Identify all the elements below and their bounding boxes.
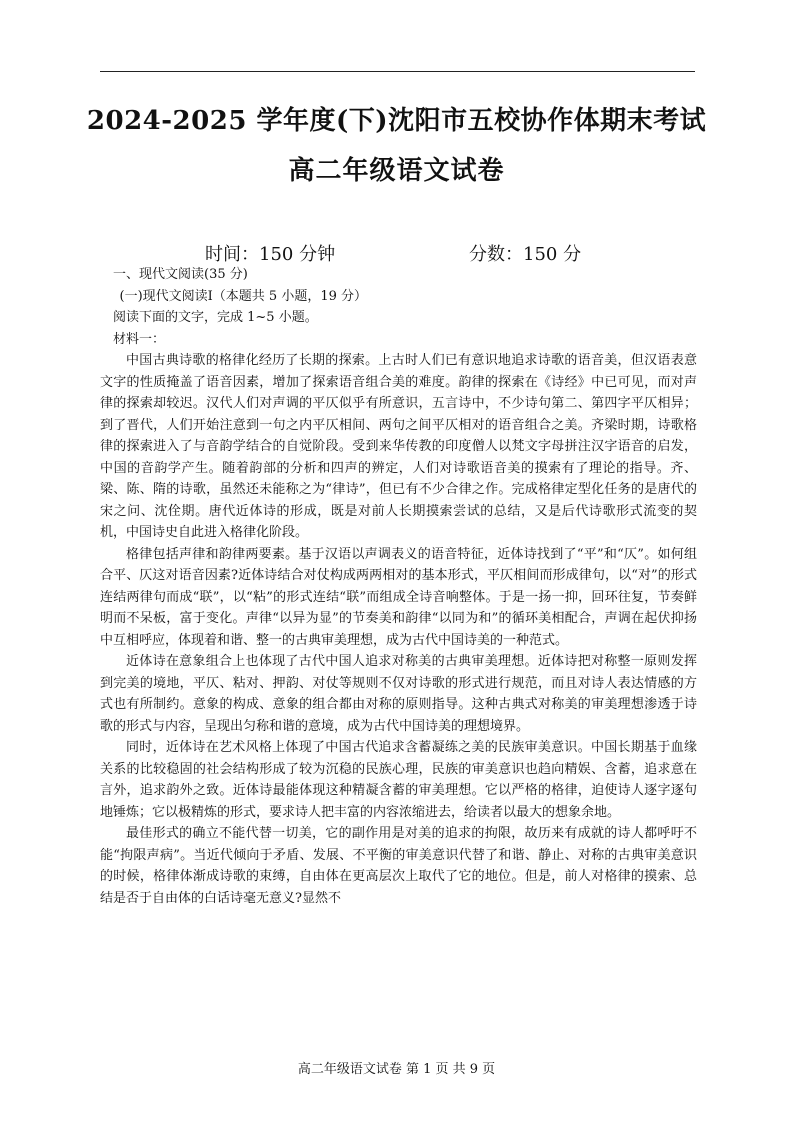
paper-title: 高二年级语文试卷	[288, 156, 505, 186]
exam-time: 时间：150 分钟	[205, 244, 336, 265]
section-heading: 一、现代文阅读(35 分)	[113, 267, 248, 282]
paragraph-5: 最佳形式的确立不能代替一切美，它的副作用是对美的追求的拘限，故历来有成就的诗人都呼吁不能“拘限声病”。当近代倾向于矛盾、发展、不平衡的审美意识代替了和谐、静止、对称的古典审美意识的时候，格律体渐成诗歌的束缚，自由体在更高层次上取代了它的地位。但是，前人对格律的摸索、总结是否于自由体的白话诗毫无意义?显然不	[100, 826, 697, 906]
section-subheading: (一)现代文阅读Ⅰ（本题共 5 小题，19 分）	[119, 288, 367, 304]
exam-title: 2024-2025 学年度(下)沈阳市五校协作体期末考试	[86, 106, 707, 136]
material-label: 材料一：	[113, 331, 166, 347]
page-footer: 高二年级语文试卷 第 1 页 共 9 页	[297, 1062, 496, 1077]
exam-score: 分数：150 分	[469, 244, 582, 265]
paragraph-1: 中国古典诗歌的格律化经历了长期的探索。上古时人们已有意识地追求诗歌的语音美，但汉语表意文字的性质掩盖了语音因素，增加了探索语音组合美的难度。韵律的探索在《诗经》中已可见，而对声律的探索却较迟。汉代人们对声调的平仄似乎有所意识，五言诗中，不少诗句第二、第四字平仄相异；到了晋代，人们开始注意到一句之内平仄相间、两句之间平仄相对的语音组合之美。齐梁时期，诗歌格律的探索进入了与音韵学结合的自觉阶段。受到来华传教的印度僧人以梵文字母拼注汉字语音的启发，中国的音韵学产生。随着韵部的分析和四声的辨定，人们对诗歌语音美的摸索有了理论的指导。齐、梁、陈、隋的诗歌，虽然还未能称之为“律诗”，但已有不少合律之作。完成格律定型化任务的是唐代的宋之问、沈佺期。唐代近体诗的形成，既是对前人长期摸索尝试的总结，又是后代诗歌形式流变的契机，中国诗史自此进入格律化阶段。	[100, 353, 697, 540]
paragraph-4: 同时，近体诗在艺术风格上体现了中国古代追求含蓄凝练之美的民族审美意识。中国长期基于血缘关系的比较稳固的社会结构形成了较为沉稳的民族心理，民族的审美意识也趋向精娱、含蓄，追求意在言外，追求韵外之致。近体诗最能体现这种精凝含蓄的审美理想。它以严格的格律，迫使诗人逐字逐句地锤炼；它以极精炼的形式，要求诗人把丰富的内容浓缩进去，给读者以最大的想象余地。	[100, 740, 697, 820]
paragraph-2: 格律包括声律和韵律两要素。基于汉语以声调表义的语音特征，近体诗找到了“平”和“仄”。如何组合平、仄这对语音因素?近体诗结合对仗构成两两相对的基本形式，平仄相间而形成律句，以“对”的形式连结两律句而成“联”，以“粘”的形式连结“联”而组成全诗音响整体。于是一扬一抑，回环往复，节奏鲜明而不呆板，富于变化。声律“以异为显”的节奏美和韵律“以同为和”的循环美相配合，声调在起伏抑扬中互相呼应，体现着和谐、整一的古典审美理想，成为古代中国诗美的一种范式。	[100, 546, 697, 648]
top-rule	[100, 71, 695, 72]
exam-body	[100, 264, 697, 909]
paragraph-3: 近体诗在意象组合上也体现了古代中国人追求对称美的古典审美理想。近体诗把对称整一原则发挥到完美的境地，平仄、粘对、押韵、对仗等规则不仅对诗歌的形式进行规范，而且对诗人表达情感的方式也有所制约。意象的构成、意象的组合都由对称的原则指导。这种古典式对称美的审美理想渗透于诗歌的形式与内容，呈现出匀称和谐的意境，成为古代中国诗美的理想境界。	[100, 654, 697, 734]
reading-instruction: 阅读下面的文字，完成 1~5 小题。	[113, 310, 318, 325]
